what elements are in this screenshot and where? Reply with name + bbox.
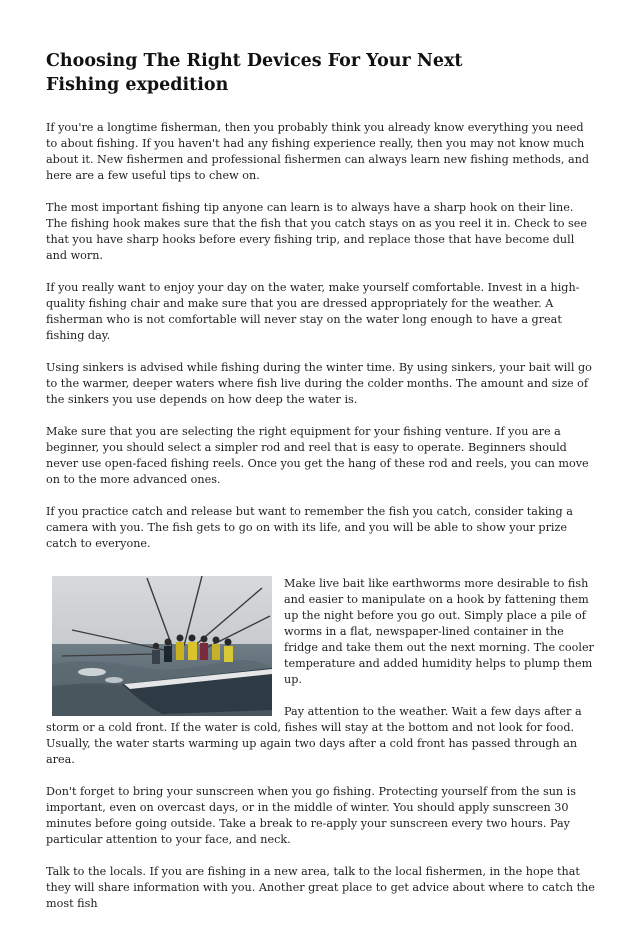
paragraph-comfort: If you really want to enjoy your day on the water, make yourself comfortable. Invest in a high-quality fishing chair and make sure that you are dressed appropriately for the weather. A fisherman who is not comfortable will never stay on the water long enough to have a great fishing day. xyxy=(46,281,580,342)
paragraph-sharp-hook: The most important fishing tip anyone can learn is to always have a sharp hook on their line. The fishing hook makes sure that the fish that you catch stays on as you reel it in. Check to see that you have sharp hooks before every fishing trip, and replace those that have become dull and worn. xyxy=(46,201,587,262)
paragraph-camera: If you practice catch and release but want to remember the fish you catch, consider taking a camera with you. The fish gets to go on with its life, and you will be able to show your prize catch to everyone. xyxy=(46,505,573,550)
paragraph-sunscreen: Don't forget to bring your sunscreen when you go fishing. Protecting yourself from the sun is important, even on overcast days, or in the middle of winter. You should apply sunscreen 30 minutes before going outside. Take a break to re-apply your sunscreen every two hours. Pay particular attention to your face, and neck. xyxy=(46,785,576,846)
fishing-boat-illustration xyxy=(52,576,272,716)
paragraph-sinkers: Using sinkers is advised while fishing during the winter time. By using sinkers, your bait will go to the warmer, deeper waters where fish live during the colder months. The amount and size of the sinkers you use depends on how deep the water is. xyxy=(46,361,592,406)
fishing-boat-photo xyxy=(52,576,272,716)
paragraph-equipment: Make sure that you are selecting the right equipment for your fishing venture. If you are a beginner, you should select a simpler rod and reel that is easy to operate. Beginners should never use open-faced fishing reels. Once you get the hang of these rod and reels, you can move on to the more advanced ones. xyxy=(46,425,589,486)
paragraph-weather: Pay attention to the weather. Wait a few days after a storm or a cold front. If the water is cold, fishes will stay at the bottom and not look for food. Usually, the water starts warming up again two days after a cold front has passed through an area. xyxy=(46,705,582,766)
article-title: Choosing The Right Devices For Your Next Fishing expedition xyxy=(46,51,463,95)
paragraph-locals: Talk to the locals. If you are fishing in a new area, talk to the local fishermen, in the hope that they will share information with you. Another great place to get advice about where to catch the most fish xyxy=(46,865,595,910)
paragraph-live-bait: Make live bait like earthworms more desirable to fish and easier to manipulate on a hook by fattening them up the night before you go out. Simply place a pile of worms in a flat, newspaper-lined container in the fridge and take them out the next morning. The cooler temperature and added humidity helps to plump them up. xyxy=(284,577,594,686)
document-page xyxy=(46,49,598,928)
paragraph-intro: If you're a longtime fisherman, then you probably think you already know everything you need to about fishing. If you haven't had any fishing experience really, then you may not know much about it. New fishermen and professional fishermen can always learn new fishing methods, and here are a few useful tips to chew on. xyxy=(46,121,590,182)
